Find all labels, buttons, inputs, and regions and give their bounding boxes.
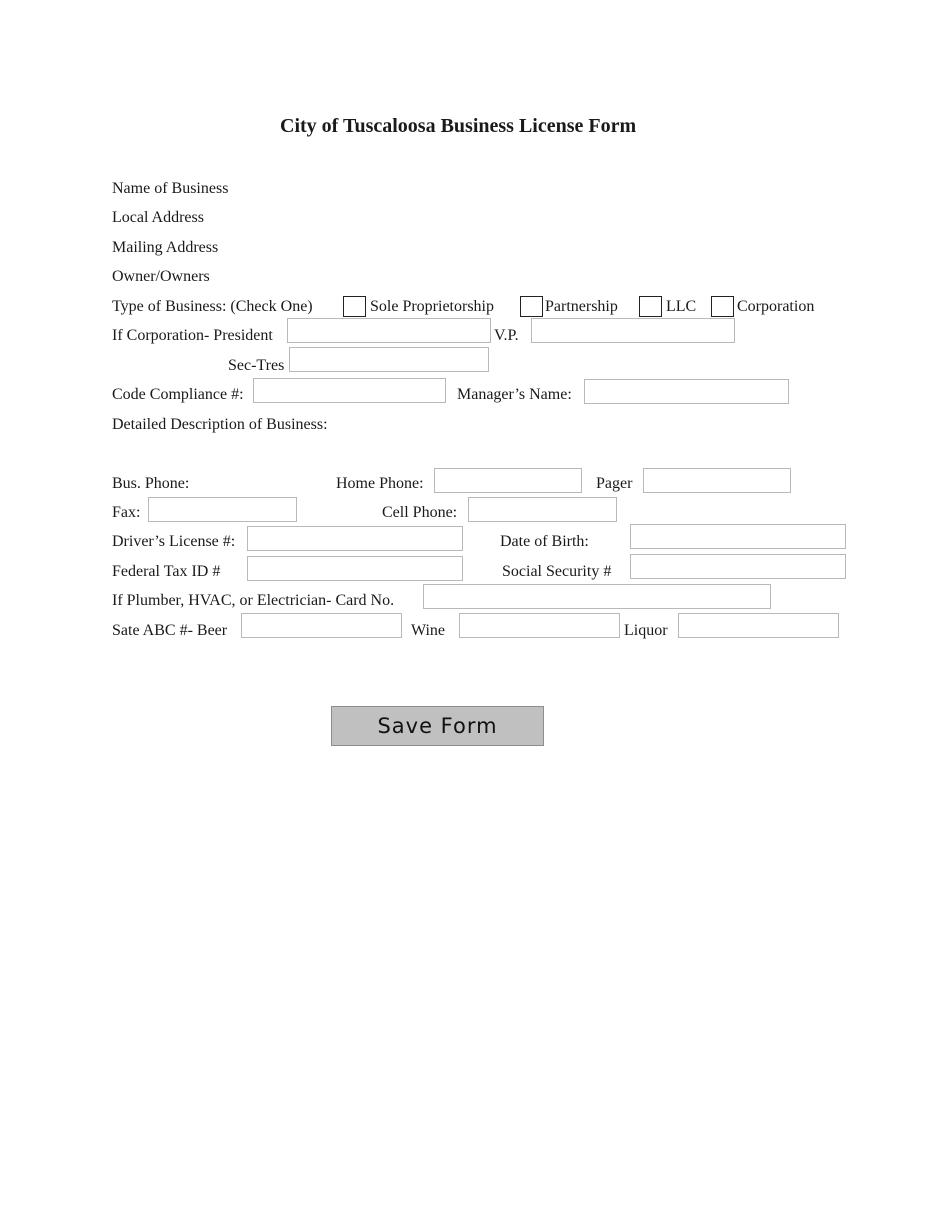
abc-beer-field[interactable]	[241, 613, 402, 638]
detailed-description-label: Detailed Description of Business:	[112, 416, 328, 433]
president-field[interactable]	[287, 318, 491, 343]
type-of-business-label: Type of Business: (Check One)	[112, 298, 313, 315]
corporation-checkbox[interactable]	[711, 296, 734, 317]
liquor-label: Liquor	[624, 622, 668, 639]
president-label: If Corporation- President	[112, 327, 273, 344]
pager-label: Pager	[596, 475, 633, 492]
page-title: City of Tuscaloosa Business License Form	[280, 115, 637, 137]
fax-label: Fax:	[112, 504, 141, 521]
wine-label: Wine	[411, 622, 446, 639]
mailing-address-label: Mailing Address	[112, 239, 219, 256]
code-compliance-field[interactable]	[253, 378, 446, 403]
liquor-field[interactable]	[678, 613, 839, 638]
sole-proprietorship-label: Sole Proprietorship	[370, 298, 494, 315]
federal-tax-id-label: Federal Tax ID #	[112, 563, 221, 580]
llc-checkbox[interactable]	[639, 296, 662, 317]
home-phone-label: Home Phone:	[336, 475, 424, 492]
llc-label: LLC	[666, 298, 697, 315]
sec-tres-field[interactable]	[289, 347, 489, 372]
wine-field[interactable]	[459, 613, 620, 638]
cell-phone-field[interactable]	[468, 497, 617, 522]
date-of-birth-label: Date of Birth:	[500, 533, 589, 550]
owners-label: Owner/Owners	[112, 268, 210, 285]
sec-tres-label: Sec-Tres	[228, 357, 285, 374]
local-address-label: Local Address	[112, 209, 204, 226]
card-no-label: If Plumber, HVAC, or Electrician- Card No.	[112, 592, 395, 609]
pager-field[interactable]	[643, 468, 791, 493]
corporation-label: Corporation	[737, 298, 815, 315]
card-no-field[interactable]	[423, 584, 771, 609]
code-compliance-label: Code Compliance #:	[112, 386, 244, 403]
abc-beer-label: Sate ABC #- Beer	[112, 622, 228, 639]
vp-label: V.P.	[494, 327, 519, 344]
partnership-checkbox[interactable]	[520, 296, 543, 317]
drivers-license-field[interactable]	[247, 526, 463, 551]
partnership-label: Partnership	[545, 298, 618, 315]
cell-phone-label: Cell Phone:	[382, 504, 458, 521]
managers-name-field[interactable]	[584, 379, 789, 404]
social-security-label: Social Security #	[502, 563, 612, 580]
name-of-business-label: Name of Business	[112, 180, 229, 197]
managers-name-label: Manager’s Name:	[457, 386, 572, 403]
vp-field[interactable]	[531, 318, 735, 343]
save-form-button[interactable]: Save Form	[331, 706, 544, 746]
bus-phone-label: Bus. Phone:	[112, 475, 190, 492]
home-phone-field[interactable]	[434, 468, 582, 493]
date-of-birth-field[interactable]	[630, 524, 846, 549]
fax-field[interactable]	[148, 497, 297, 522]
drivers-license-label: Driver’s License #:	[112, 533, 236, 550]
sole-proprietorship-checkbox[interactable]	[343, 296, 366, 317]
federal-tax-id-field[interactable]	[247, 556, 463, 581]
social-security-field[interactable]	[630, 554, 846, 579]
